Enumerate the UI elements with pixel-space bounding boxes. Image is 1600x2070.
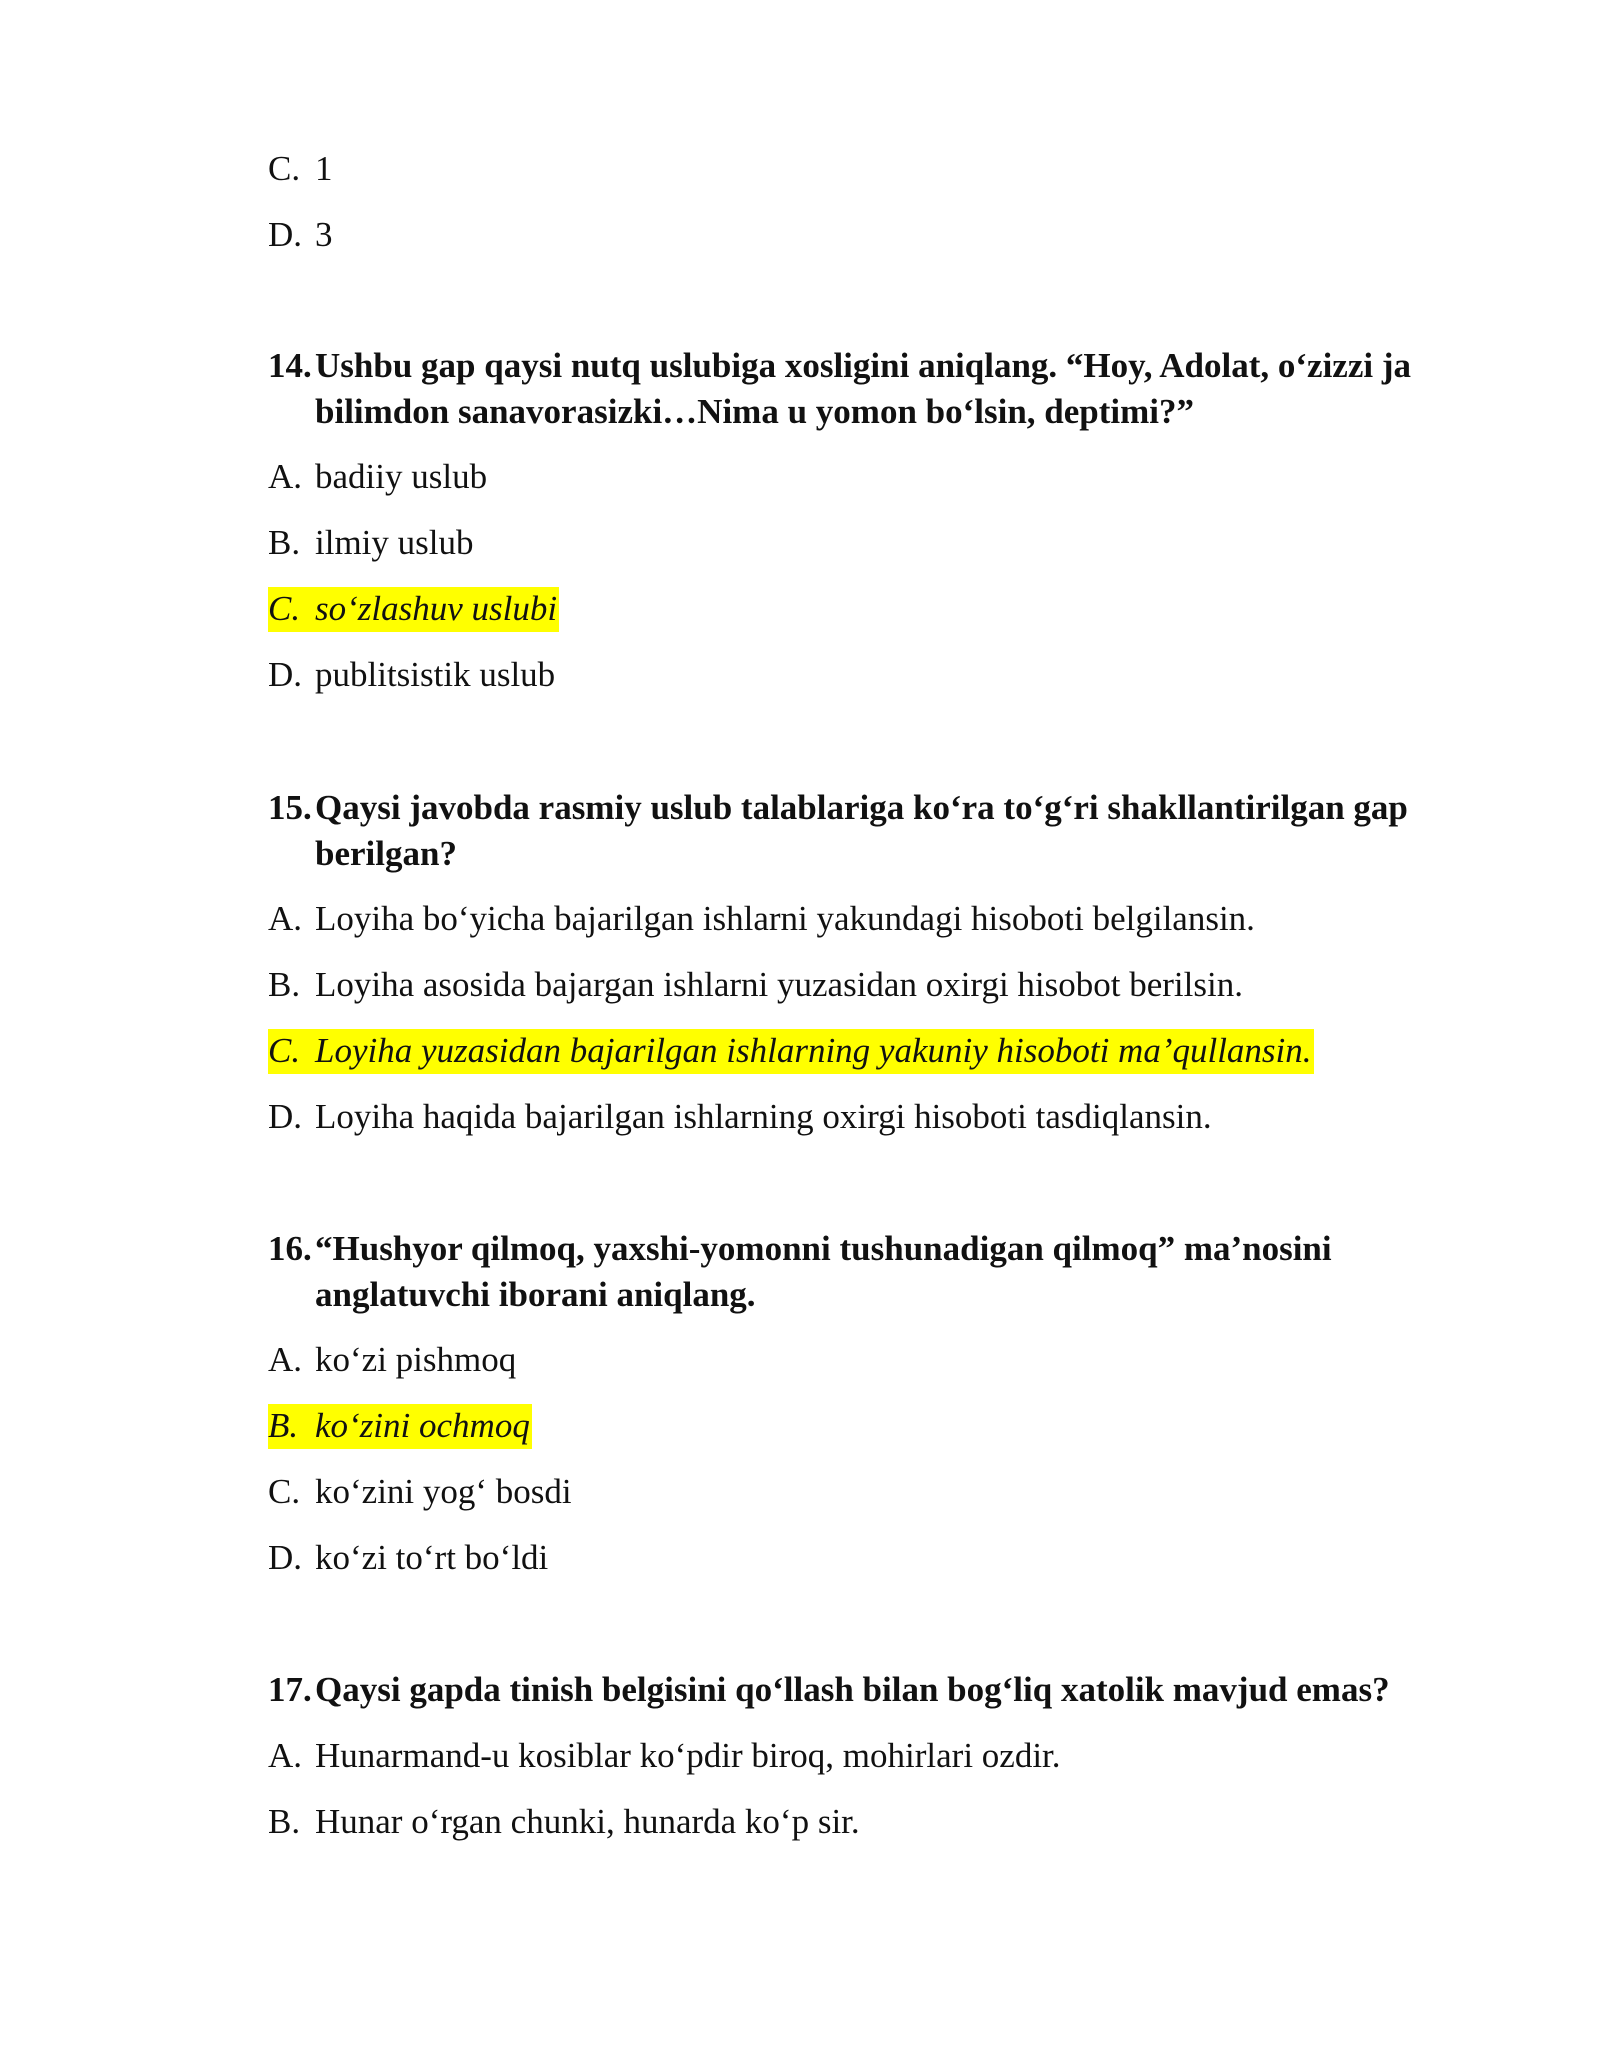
option-letter: D. [268,1097,303,1136]
question-15 [268,785,1478,877]
option-text: ko‘zini ochmoq [315,1406,530,1445]
option-text: publitsistik uslub [315,655,556,694]
q17-option-a [268,1733,1061,1779]
q17-option-b [268,1799,860,1845]
question-text: Ushbu gap qaysi nutq uslubiga xosligini aniqlang. “Hoy, Adolat, o‘zizzi ja bilimdon sanavorasizki…Nima u yomon bo‘lsin, deptimi?” [315,346,1412,431]
option-letter: C. [268,589,301,628]
option-letter: B. [268,1802,301,1841]
question-number: 15. [268,788,312,827]
question-text: Qaysi javobda rasmiy uslub talablariga ko‘ra to‘g‘ri shakllantirilgan gap berilgan? [315,788,1408,873]
question-text: “Hushyor qilmoq, yaxshi-yomonni tushunadigan qilmoq” ma’nosini anglatuvchi iborani aniqlang. [315,1229,1332,1314]
option-text: Loyiha bo‘yicha bajarilgan ishlarni yakundagi hisoboti belgilansin. [315,899,1255,938]
question-number: 16. [268,1229,312,1268]
option-text: ko‘zi pishmoq [315,1340,517,1379]
question-number: 14. [268,346,312,385]
question-17 [268,1667,1478,1713]
option-letter: C. [268,149,301,188]
option-text: 3 [315,215,333,254]
option-letter: D. [268,655,303,694]
option-text: ko‘zini yog‘ bosdi [315,1472,572,1511]
question-text: Qaysi gapda tinish belgisini qo‘llash bilan bog‘liq xatolik mavjud emas? [315,1670,1390,1709]
q15-option-c-highlighted [268,1028,1314,1074]
option-text: Loyiha asosida bajargan ishlarni yuzasidan oxirgi hisobot berilsin. [315,965,1243,1004]
option-letter: B. [268,1406,299,1445]
option-letter: A. [268,1736,303,1775]
q16-option-d [268,1535,548,1581]
option-text: Loyiha haqida bajarilgan ishlarning oxirgi hisoboti tasdiqlansin. [315,1097,1212,1136]
q16-option-a [268,1337,516,1383]
option-letter: A. [268,457,303,496]
answer-highlight [268,1029,1314,1074]
option-letter: C. [268,1472,301,1511]
option-text: so‘zlashuv uslubi [315,589,558,628]
option-letter: D. [268,1538,303,1577]
option-letter: C. [268,1031,301,1070]
q14-option-a [268,454,487,500]
q15-option-b [268,962,1243,1008]
question-number: 17. [268,1670,312,1709]
option-text: Hunarmand-u kosiblar ko‘pdir biroq, mohirlari ozdir. [315,1736,1061,1775]
q15-option-a [268,896,1255,942]
option-letter: A. [268,899,303,938]
option-c-prev [268,146,333,192]
option-letter: B. [268,965,301,1004]
question-16 [268,1226,1478,1318]
option-letter: A. [268,1340,303,1379]
q16-option-b-highlighted [268,1403,532,1449]
q15-option-d [268,1094,1212,1140]
option-letter: D. [268,215,303,254]
option-text: Loyiha yuzasidan bajarilgan ishlarning yakuniy hisoboti ma’qullansin. [315,1031,1312,1070]
answer-highlight [268,1404,532,1449]
option-d-prev [268,212,333,258]
option-text: Hunar o‘rgan chunki, hunarda ko‘p sir. [315,1802,860,1841]
option-letter: B. [268,523,301,562]
option-text: 1 [315,149,333,188]
option-text: ko‘zi to‘rt bo‘ldi [315,1538,549,1577]
question-14 [268,343,1478,435]
option-text: badiiy uslub [315,457,488,496]
answer-highlight [268,587,559,632]
q14-option-b [268,520,474,566]
q14-option-d [268,652,555,698]
q14-option-c-highlighted [268,586,559,632]
option-text: ilmiy uslub [315,523,474,562]
q16-option-c [268,1469,572,1515]
